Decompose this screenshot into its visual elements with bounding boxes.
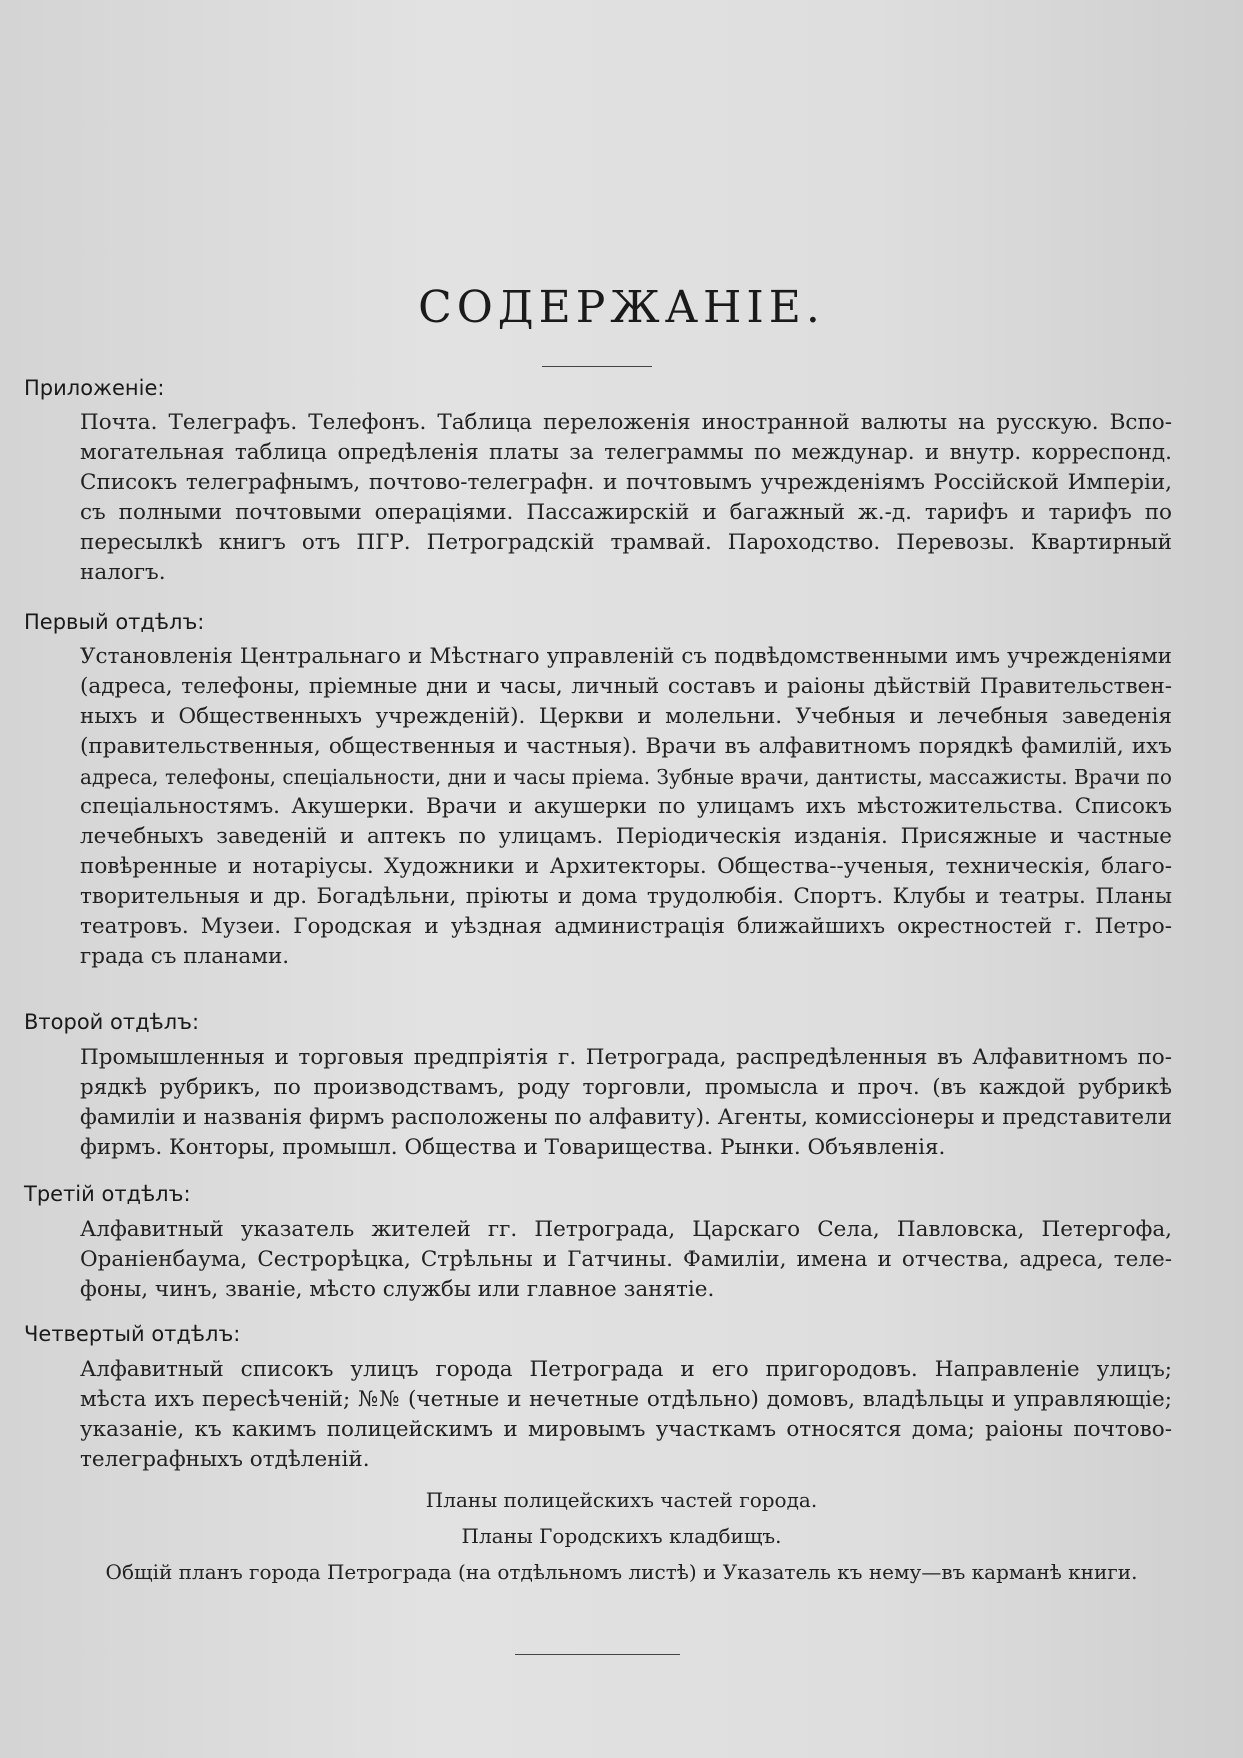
- text-line: могательная таблица опредѣленія платы за телеграммы по междунар. и внутр. корреспонд.: [80, 440, 1172, 465]
- text-line: (адреса, телефоны, пріемные дни и часы, личный составъ и раіоны дѣйствій Правительствен-: [80, 674, 1172, 699]
- text-line: пересылкѣ книгъ отъ ПГР. Петроградскій трамвай. Пароходство. Перевозы. Квартирный: [80, 530, 1172, 555]
- text-line: телеграфныхъ отдѣленій.: [80, 1447, 370, 1472]
- footer-line: Общій планъ города Петрограда (на отдѣльномъ листѣ) и Указатель къ нему—въ карманѣ книги.: [105, 1560, 1138, 1584]
- text-line: рядкѣ рубрикъ, по производствамъ, роду торговли, промысла и проч. (въ каждой рубрикѣ: [80, 1075, 1172, 1100]
- page-title: СОДЕРЖАНІЕ.: [418, 282, 825, 333]
- section-body-fourth: [80, 1355, 1172, 1475]
- section-body-third: [80, 1215, 1172, 1305]
- section-body-second: [80, 1043, 1172, 1163]
- text-line: града съ планами.: [80, 944, 290, 969]
- text-line: спеціальностямъ. Акушерки. Врачи и акушерки по улицамъ ихъ мѣстожительства. Списокъ: [80, 794, 1172, 819]
- text-line: указаніе, къ какимъ полицейскимъ и мировымъ участкамъ относятся дома; раіоны почтово-: [80, 1417, 1172, 1442]
- text-line: фоны, чинъ, званіе, мѣсто службы или главное занятіе.: [80, 1277, 715, 1302]
- section-heading-fourth: Четвертый отдѣлъ:: [24, 1322, 241, 1346]
- section-heading-second: Второй отдѣлъ:: [24, 1010, 200, 1034]
- text-line: фамиліи и названія фирмъ расположены по алфавиту). Агенты, комиссіонеры и представители: [80, 1105, 1173, 1130]
- section-heading-first: Первый отдѣлъ:: [24, 610, 205, 634]
- text-line: мѣста ихъ пересѣченій; №№ (четные и нечетные отдѣльно) домовъ, владѣльцы и управляющіе;: [80, 1387, 1172, 1412]
- text-line: адреса, телефоны, спеціальности, дни и часы пріема. Зубные врачи, дантисты, массажисты. Врачи по: [80, 765, 1172, 789]
- section-heading-appendix: Приложеніе:: [24, 376, 165, 400]
- text-line: Почта. Телеграфъ. Телефонъ. Таблица переложенія иностранной валюты на русскую. Вспо-: [80, 410, 1172, 435]
- text-line: съ полными почтовыми операціями. Пассажирскій и багажный ж.-д. тарифъ и тарифъ по: [80, 500, 1172, 525]
- text-line: Ораніенбаума, Сестрорѣцка, Стрѣльны и Гатчины. Фамиліи, имена и отчества, адреса, теле-: [80, 1247, 1172, 1272]
- text-line: фирмъ. Конторы, промышл. Общества и Товарищества. Рынки. Объявленія.: [80, 1135, 946, 1160]
- text-line: Установленія Центральнаго и Мѣстнаго управленій съ подвѣдомственными имъ учрежденіями: [80, 644, 1172, 669]
- bottom-divider: [515, 1654, 680, 1655]
- section-body-first: [80, 642, 1172, 972]
- text-line: повѣренные и нотаріусы. Художники и Архитекторы. Общества--ученыя, техническія, благо-: [80, 854, 1172, 879]
- text-line: Промышленныя и торговыя предпріятія г. Петрограда, распредѣленныя въ Алфавитномъ по-: [80, 1045, 1172, 1070]
- text-line: Алфавитный указатель жителей гг. Петрограда, Царскаго Села, Павловска, Петергофа,: [80, 1217, 1172, 1242]
- text-line: творительныя и др. Богадѣльни, пріюты и дома трудолюбія. Спортъ. Клубы и театры. Планы: [80, 884, 1172, 909]
- text-line: театровъ. Музеи. Городская и уѣздная администрація ближайшихъ окрестностей г. Петро-: [80, 914, 1172, 939]
- footer-line: Планы полицейскихъ частей города.: [425, 1488, 818, 1512]
- text-line: лечебныхъ заведеній и аптекъ по улицамъ. Періодическія изданія. Присяжные и частные: [80, 824, 1172, 849]
- text-line: (правительственныя, общественныя и частныя). Врачи въ алфавитномъ порядкѣ фамилій, ихъ: [80, 734, 1172, 759]
- text-line: Алфавитный списокъ улицъ города Петрограда и его пригородовъ. Направленіе улицъ;: [80, 1357, 1172, 1382]
- section-heading-third: Третій отдѣлъ:: [24, 1182, 191, 1206]
- text-line: ныхъ и Общественныхъ учрежденій). Церкви и молельни. Учебныя и лечебныя заведенія: [80, 704, 1172, 729]
- text-line: Списокъ телеграфнымъ, почтово-телеграфн. и почтовымъ учрежденіямъ Россійской Имперіи,: [80, 470, 1172, 495]
- footer-line: Планы Городскихъ кладбищъ.: [461, 1524, 782, 1548]
- section-body-appendix: [80, 408, 1172, 588]
- title-divider: [542, 366, 652, 367]
- text-line: налогъ.: [80, 560, 166, 585]
- footer-notes: [0, 1482, 1243, 1590]
